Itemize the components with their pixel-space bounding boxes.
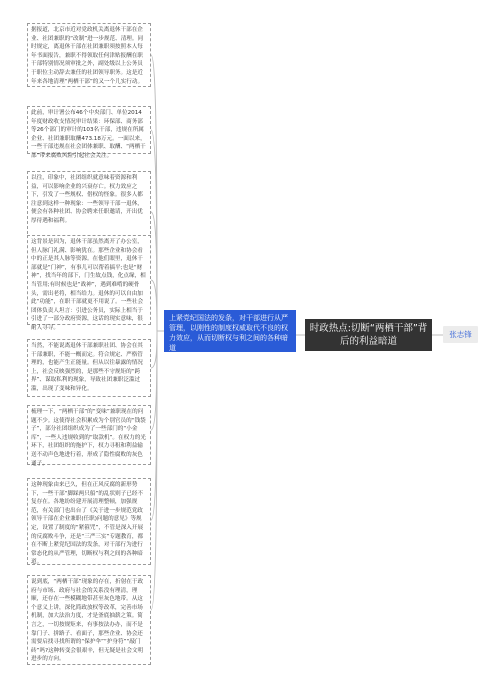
connector-leaf-5 [151, 331, 157, 368]
root-topic-node[interactable]: 时政热点:切断“两栖干部”背后的利益暗道 [305, 319, 432, 351]
leaf-node-5[interactable]: 当然，不能说离退休干部兼职社团、协会在其干部兼职，不能一概而定。符合规定、严格管理的，也能产生正能量。但从以往暴露的情况上，社会反映强烈的，是那些不守规矩的“跨界”、谋取私利的现象，导致社团兼职泛滥过滥，出现了变味和异化。 [27, 339, 151, 397]
leaf-node-6[interactable]: 梳理一下，“两栖干部”的“变味”兼职现在的问题不少。这使得社会积累成为个别官员的“钱袋子”，部分社团组织成为了一些部门的“小金库”，一些人违规收到的“取款机”。在权力的光环下，社团组织的拖护下，权力寻租和利益输送不动声色地进行着，形成了隐性腐败的灰色通子。 [27, 405, 151, 465]
summary-node[interactable]: 上紧党纪国法的发条，对干部进行从严管理，以刚性的制度权威取代不良的权力效应，从而切断权与利之间的各种暗道 [164, 310, 296, 352]
leaf-node-4[interactable]: 这背景是因为，退休干部虽然离开了办公室，但人脉门礼满、影响犹在。那些企业和协会看中的正是其人脉等资源。在他们眼里，退休干部就是“门神”，有事儿可以帮着搞平;也是“财神”，找当年的部下，门生故点钱，化点缘，相当管用;有时候也是“战神”，遇到难啃的硬骨头，需出老将，相当给力。退休的可以自由加此“功能”，在职干部就更不用说了。一些社会团体负责人坦言：引进公务员，实际上相当于引进了一部分政府资源，这话的现实意味，很耐人寻寻。 [27, 235, 151, 325]
connector-leaf-6 [151, 331, 157, 430]
author-tag[interactable]: 张志锋 [443, 326, 478, 343]
leaf-node-7[interactable]: 这种现象由来已久，但在正风反腐的新形势下，一些干部“脚踩两只船”的乱状则子已经不复存在。各地纷纷建开展清理整顿，加强规范，有关部门也出台了《关于进一步规范党政领导干部在企业兼职(任职)问题的意见》等规定，设置了制度的“紧箍咒”，不管是深入开展的反腐败斗争，还是“三严三实”专题教育，都在不断上紧党纪国法的发条，对干部行为进行常态化的从严管理，切断权与利之间的各种暗道。 [27, 478, 151, 565]
connector-leaf-4 [151, 280, 157, 331]
leaf-node-8[interactable]: 说到底，“两栖干部”现象的存在，折射在于政府与市场、政府与社会的关系没有理清，理顺，还存在一些模糊地带甚至灰色地带。从这个意义上讲，深化简政放权等改革，完善市场机制，加大法治力度，才是釜底抽薪之策。简言之，一切按规矩来，有事按法办办，而不是靠门子、拼路子、看面子，那些企业、协会还需要启找寻找所谓的“保护伞”“护身符”“敲门砖”吗?这种转变会很艰辛，但无疑是社会文明进步的方向。 [27, 575, 151, 665]
connector-leaf-3 [151, 212, 157, 331]
leaf-node-2[interactable]: 此前，审计署公布46个中央部门、单位2014年度财政收支情况审计结果：环保部、商务部等26个部门的审计的103名干部，违规在所属企业、社团兼职取酬473.18万元。一面以来，一些干部违规在社会团体兼职、取酬、“两栖干部”带来腐败风险引起社会关注。 [27, 106, 151, 154]
leaf-node-1[interactable]: 据报道，北京市近对党政机关离退休干部在企业、社团兼职的“改制”进一步规范、清理。同时规定，离退休干部在社团兼职须按照本人每年书面报告，兼职不得领取任何津贴报酬在职干部特别情况须审批之外，副处级以上公务员于职位主动辞去兼任的社团领导职务。这是近年来各地清理“两栖干部”的又一个儿实行动。 [27, 23, 151, 87]
leaf-node-3[interactable]: 以往，印象中，社团组织就意味着资源和利益，可以影响企业的兴衰存亡。权力效应之下，引发了一些规权、借权的怪象。很多人都注意到这样一种现象：一些领导干部一退休，便会有各种社团、协会聘来任职邀请，开出优厚待遇和福利。 [27, 171, 151, 254]
